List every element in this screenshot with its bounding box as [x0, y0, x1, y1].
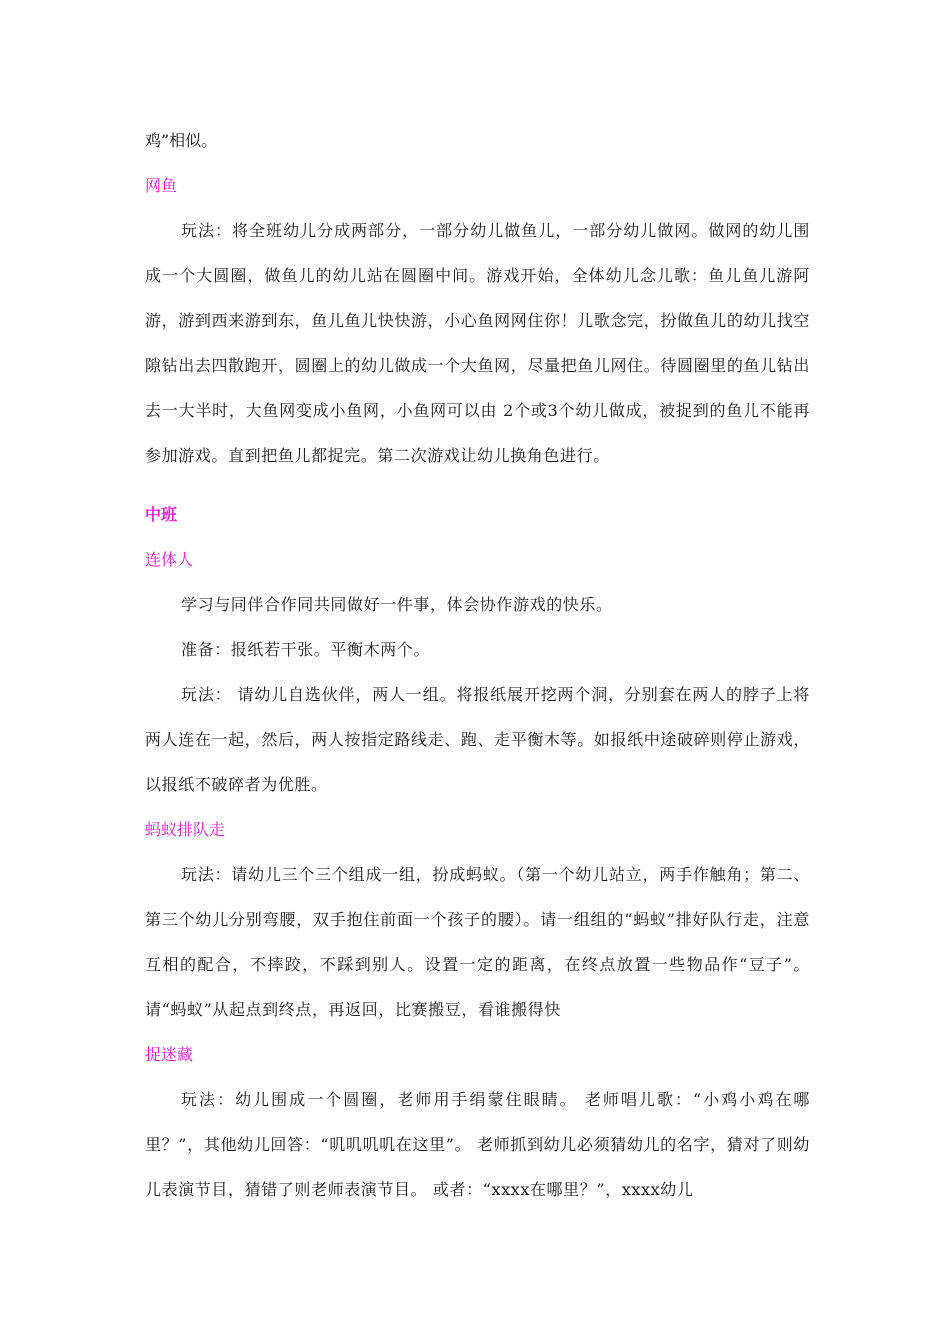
game-goal-paragraph: 学习与同伴合作同共同做好一件事，体会协作游戏的快乐。 [181, 595, 613, 614]
game-prep-paragraph: 准备：报纸若干张。平衡木两个。 [181, 640, 431, 659]
game-title-lian-ti-ren: 连体人 [145, 550, 194, 569]
section-title-middle-class: 中班 [145, 505, 178, 524]
game-title-zhuo-mi-cang: 捉迷藏 [145, 1045, 194, 1064]
game-title-wang-yu: 网鱼 [145, 176, 178, 195]
game-rules-paragraph: 玩法：幼儿围成一个圆圈，老师用手绢蒙住眼睛。 老师唱儿歌：“小鸡小鸡在哪里？”，其他幼儿回答：“叽叽叽叽在这里”。 老师抓到幼儿必须猜幼儿的名字，猜对了则幼儿表演节目，猜错了则老师表演节目。 或者：“xxxx在哪里？”，xxxx幼儿 [145, 1090, 810, 1199]
document-page [145, 118, 810, 1212]
game-rules-paragraph: 玩法： 请幼儿自选伙伴，两人一组。将报纸展开挖两个洞，分别套在两人的脖子上将两人连在一起，然后，两人按指定路线走、跑、走平衡木等。如报纸中途破碎则停止游戏，以报纸不破碎者为优胜。 [145, 685, 810, 794]
game-rules-paragraph: 玩法：将全班幼儿分成两部分，一部分幼儿做鱼儿，一部分幼儿做网。做网的幼儿围成一个大圆圈，做鱼儿的幼儿站在圆圈中间。游戏开始，全体幼儿念儿歌：鱼儿鱼儿游阿游，游到西来游到东，鱼儿鱼儿快快游，小心鱼网网住你！儿歌念完，扮做鱼儿的幼儿找空隙钻出去四散跑开，圆圈上的幼儿做成一个大鱼网，尽量把鱼儿网住。待圆圈里的鱼儿钻出去一大半时，大鱼网变成小鱼网，小鱼网可以由 2个或3个幼儿做成，被捉到的鱼儿不能再参加游戏。直到把鱼儿都捉完。第二次游戏让幼儿换角色进行。 [145, 221, 810, 465]
game-rules-paragraph: 玩法：请幼儿三个三个组成一组，扮成蚂蚁。（第一个幼儿站立，两手作触角；第二、第三个幼儿分别弯腰，双手抱住前面一个孩子的腰）。请一组组的“蚂蚁”排好队行走，注意互相的配合，不摔跤，不踩到别人。设置一定的距离，在终点放置一些物品作“豆子”。请“蚂蚁”从起点到终点，再返回，比赛搬豆，看谁搬得快 [145, 865, 810, 1019]
continuation-text: 鸡”相似。 [145, 131, 218, 150]
game-title-ma-yi-pai-dui-zou: 蚂蚁排队走 [145, 820, 226, 839]
